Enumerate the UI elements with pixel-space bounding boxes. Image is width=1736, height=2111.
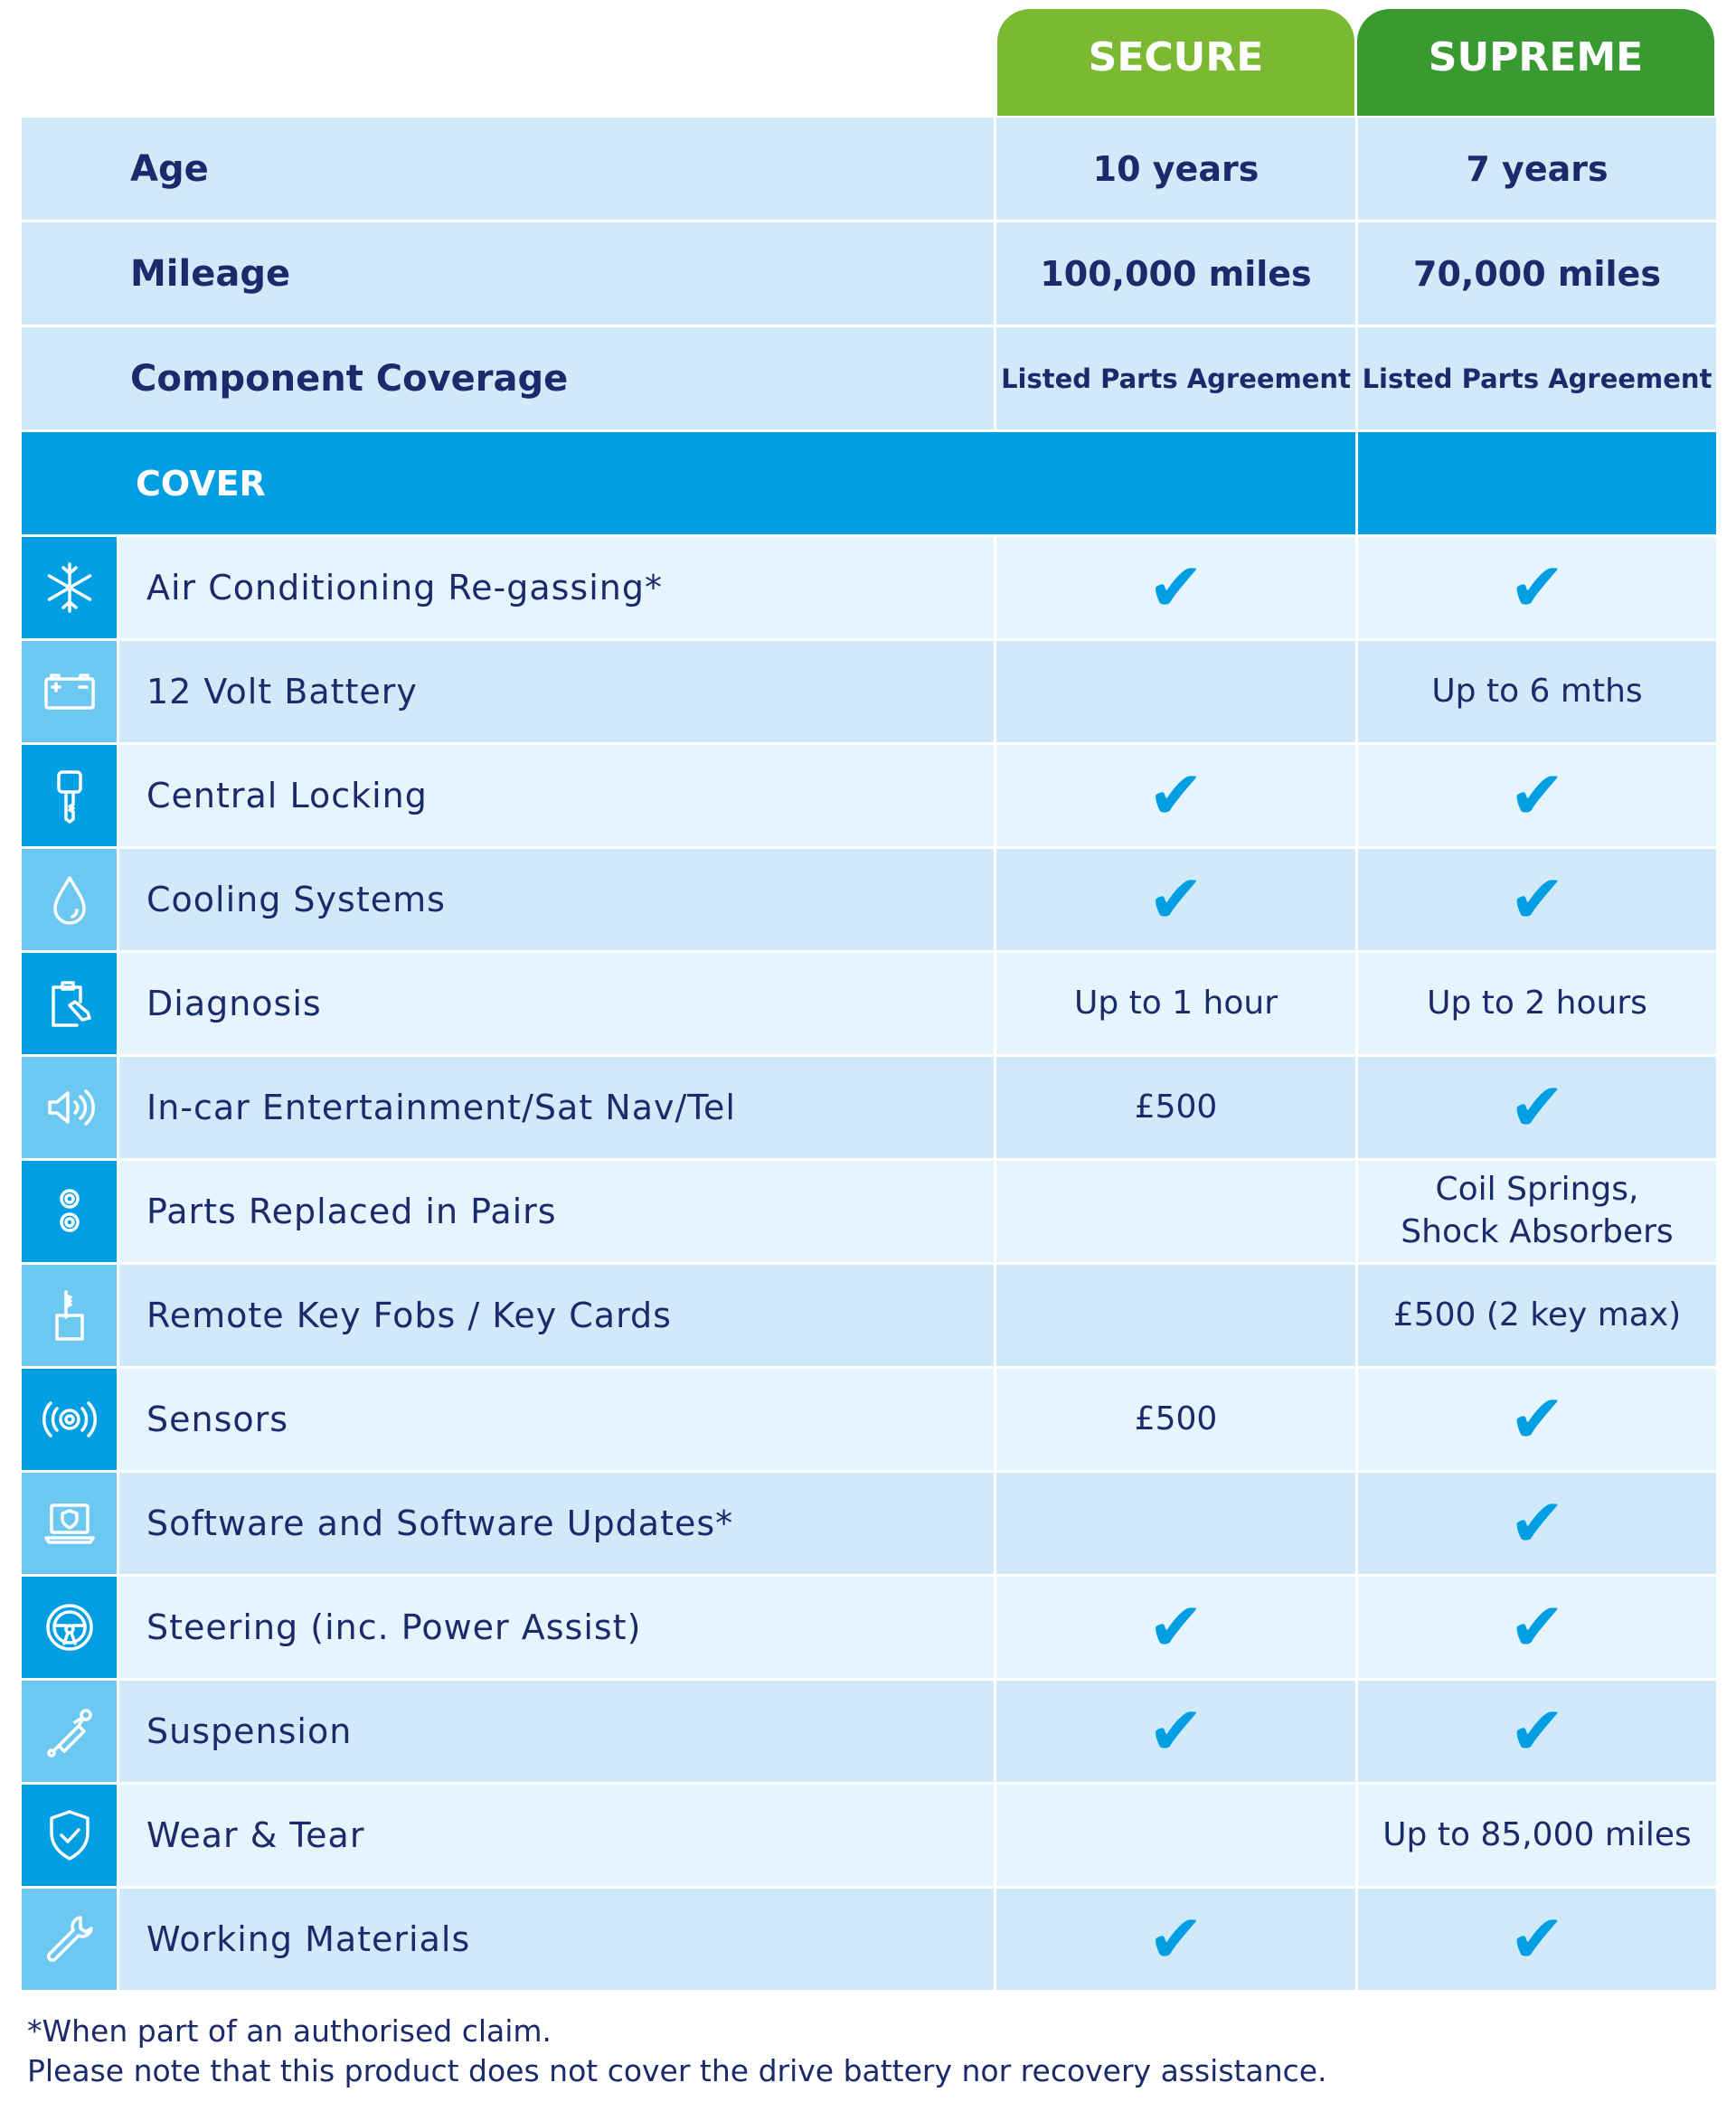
secure-cell — [996, 745, 1355, 846]
supreme-value: Up to 85,000 miles — [1358, 1785, 1716, 1886]
checkmark-icon: ✔ — [1147, 861, 1204, 938]
supreme-value: Listed Parts Agreement — [1358, 327, 1716, 429]
supreme-cell — [1358, 1369, 1716, 1470]
cover-row — [22, 1161, 1716, 1262]
cover-item-label: Wear & Tear — [119, 1785, 994, 1886]
cover-heading-blank — [1358, 432, 1716, 534]
shield-check-icon — [22, 1785, 117, 1886]
cover-item-label: Cooling Systems — [119, 849, 994, 950]
cover-item-label: Central Locking — [119, 745, 994, 846]
secure-value: 10 years — [996, 118, 1355, 220]
supreme-cell — [1358, 537, 1716, 638]
checkmark-icon: ✔ — [1508, 757, 1565, 834]
supreme-value: 70,000 miles — [1358, 222, 1716, 325]
cover-item-label: Sensors — [119, 1369, 994, 1470]
cover-row — [22, 537, 1716, 638]
key-icon — [22, 745, 117, 846]
cover-row — [22, 641, 1716, 742]
cover-item-label: Air Conditioning Re-gassing* — [119, 537, 994, 638]
cover-section-header — [22, 432, 1716, 534]
supreme-cell — [1358, 1057, 1716, 1158]
secure-value: £500 — [996, 1057, 1355, 1158]
cover-row — [22, 1681, 1716, 1782]
shock-absorber-icon — [22, 1681, 117, 1782]
cover-row — [22, 745, 1716, 846]
checkmark-icon: ✔ — [1147, 1900, 1204, 1978]
secure-cell — [996, 1577, 1355, 1678]
checkmark-icon: ✔ — [1508, 1692, 1565, 1770]
summary-row — [22, 327, 1716, 429]
plan-header-secure: SECURE — [997, 9, 1354, 116]
clipboard-icon — [22, 953, 117, 1054]
secure-cell — [996, 1889, 1355, 1990]
cover-heading: COVER — [22, 432, 1355, 534]
comparison-table — [22, 118, 1716, 1993]
cover-row — [22, 953, 1716, 1054]
cover-row — [22, 1265, 1716, 1366]
steering-wheel-icon — [22, 1577, 117, 1678]
checkmark-icon: ✔ — [1147, 549, 1204, 627]
secure-cell — [996, 1681, 1355, 1782]
summary-label: Age — [22, 118, 994, 220]
checkmark-icon: ✔ — [1508, 861, 1565, 938]
cover-row — [22, 1785, 1716, 1886]
supreme-cell — [1358, 1473, 1716, 1574]
checkmark-icon: ✔ — [1508, 1069, 1565, 1146]
footnote: *When part of an authorised claim. — [27, 2013, 552, 2049]
cover-item-label: Software and Software Updates* — [119, 1473, 994, 1574]
checkmark-icon: ✔ — [1508, 1588, 1565, 1666]
secure-cell-empty — [996, 1265, 1355, 1366]
checkmark-icon: ✔ — [1147, 757, 1204, 834]
cover-item-label: 12 Volt Battery — [119, 641, 994, 742]
key-fob-icon — [22, 1265, 117, 1366]
secure-cell-empty — [996, 641, 1355, 742]
laptop-shield-icon — [22, 1473, 117, 1574]
cover-item-label: Suspension — [119, 1681, 994, 1782]
secure-cell — [996, 537, 1355, 638]
secure-cell-empty — [996, 1785, 1355, 1886]
secure-value: 100,000 miles — [996, 222, 1355, 325]
supreme-value: Up to 2 hours — [1358, 953, 1716, 1054]
cover-item-label: In-car Entertainment/Sat Nav/Tel — [119, 1057, 994, 1158]
battery-icon — [22, 641, 117, 742]
cover-item-label: Diagnosis — [119, 953, 994, 1054]
summary-row — [22, 222, 1716, 325]
supreme-cell — [1358, 1577, 1716, 1678]
supreme-value: Coil Springs, Shock Absorbers — [1358, 1161, 1716, 1262]
checkmark-icon: ✔ — [1508, 1484, 1565, 1562]
supreme-value: Up to 6 mths — [1358, 641, 1716, 742]
checkmark-icon: ✔ — [1147, 1588, 1204, 1666]
nuts-icon — [22, 1161, 117, 1262]
supreme-cell — [1358, 1681, 1716, 1782]
water-drop-icon — [22, 849, 117, 950]
cover-row — [22, 849, 1716, 950]
summary-label: Component Coverage — [22, 327, 994, 429]
cover-item-label: Remote Key Fobs / Key Cards — [119, 1265, 994, 1366]
checkmark-icon: ✔ — [1508, 1381, 1565, 1458]
checkmark-icon: ✔ — [1508, 549, 1565, 627]
secure-cell — [996, 849, 1355, 950]
cover-item-label: Steering (inc. Power Assist) — [119, 1577, 994, 1678]
wrench-icon — [22, 1889, 117, 1990]
cover-row — [22, 1577, 1716, 1678]
supreme-cell — [1358, 849, 1716, 950]
cover-item-label: Working Materials — [119, 1889, 994, 1990]
footnotes — [27, 2012, 1327, 2091]
secure-value: Listed Parts Agreement — [996, 327, 1355, 429]
speaker-icon — [22, 1057, 117, 1158]
plan-header-supreme: SUPREME — [1357, 9, 1714, 116]
secure-value: £500 — [996, 1369, 1355, 1470]
cover-row — [22, 1473, 1716, 1574]
supreme-cell — [1358, 745, 1716, 846]
supreme-cell — [1358, 1889, 1716, 1990]
secure-cell-empty — [996, 1161, 1355, 1262]
checkmark-icon: ✔ — [1147, 1692, 1204, 1770]
summary-label: Mileage — [22, 222, 994, 325]
supreme-value: 7 years — [1358, 118, 1716, 220]
cover-item-label: Parts Replaced in Pairs — [119, 1161, 994, 1262]
secure-cell-empty — [996, 1473, 1355, 1574]
sensor-icon — [22, 1369, 117, 1470]
cover-row — [22, 1889, 1716, 1990]
checkmark-icon: ✔ — [1508, 1900, 1565, 1978]
summary-row — [22, 118, 1716, 220]
secure-value: Up to 1 hour — [996, 953, 1355, 1054]
cover-row — [22, 1369, 1716, 1470]
plan-headers — [997, 9, 1714, 116]
supreme-value: £500 (2 key max) — [1358, 1265, 1716, 1366]
snowflake-icon — [22, 537, 117, 638]
footnote: Please note that this product does not cover the drive battery nor recovery assistance. — [27, 2053, 1327, 2088]
cover-row — [22, 1057, 1716, 1158]
